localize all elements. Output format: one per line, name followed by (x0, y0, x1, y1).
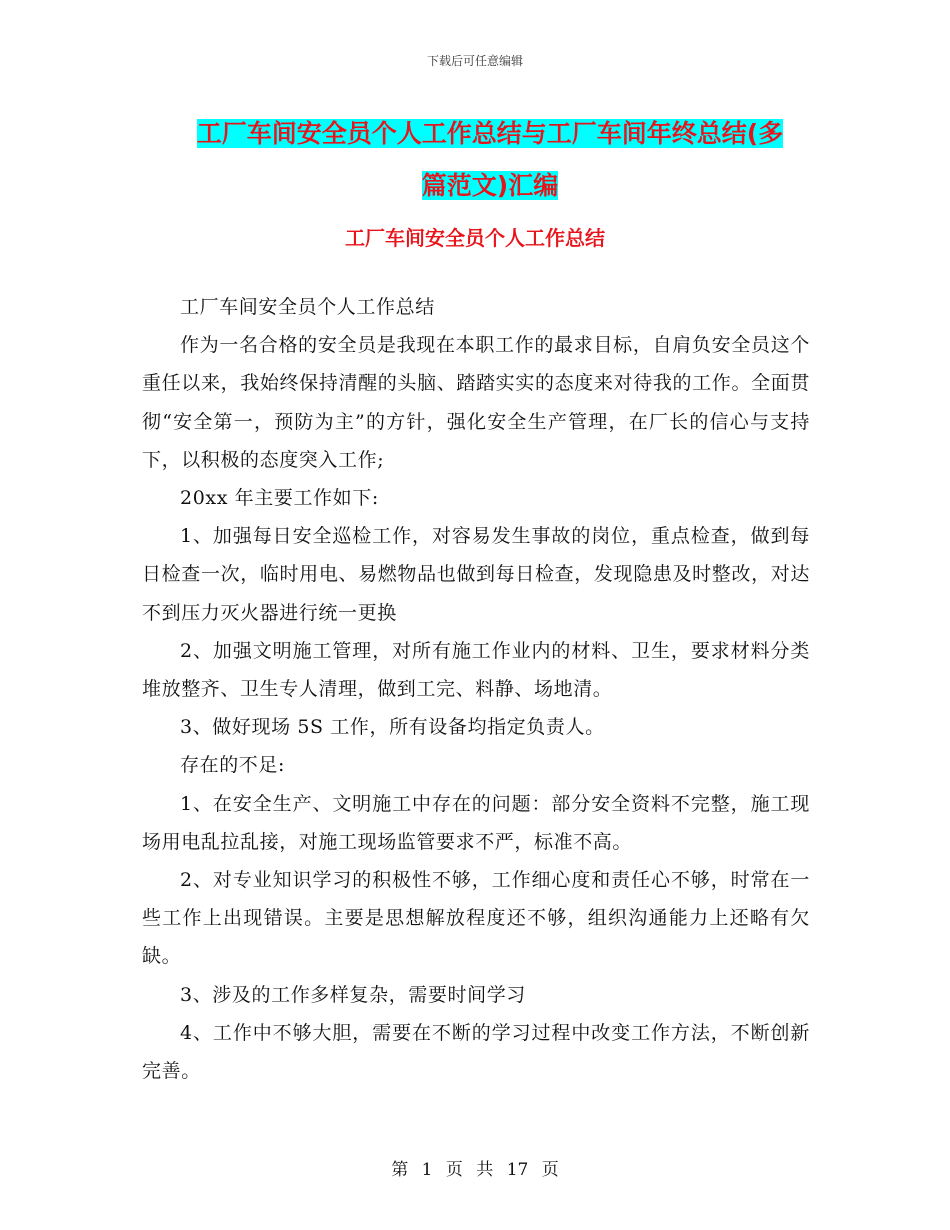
paragraph: 2、加强文明施工管理，对所有施工作业内的材料、卫生，要求材料分类堆放整齐、卫生专人清理，做到工完、料静、场地清。 (142, 639, 810, 701)
document-body (142, 288, 810, 1090)
document-title (140, 108, 840, 212)
paragraph: 1、在安全生产、文明施工中存在的问题：部分安全资料不完整，施工现场用电乱拉乱接，对施工现场监管要求不严，标准不高。 (142, 792, 810, 853)
section-title: 工厂车间安全员个人工作总结 (345, 226, 605, 250)
paragraph: 存在的不足: (180, 754, 286, 777)
header-note: 下载后可任意编辑 (426, 54, 523, 68)
paragraph: 3、涉及的工作多样复杂，需要时间学习 (180, 983, 526, 1006)
page-number-footer: 第 1 页 共 17 页 (391, 1160, 559, 1180)
paragraph: 2、对专业知识学习的积极性不够，工作细心度和责任心不够，时常在一些工作上出现错误。主要是思想解放程度还不够，组织沟通能力上还略有欠缺。 (142, 869, 810, 968)
paragraph: 工厂车间安全员个人工作总结 (180, 296, 435, 318)
paragraph: 3、做好现场 5S 工作，所有设备均指定负责人。 (180, 716, 605, 739)
paragraph: 作为一名合格的安全员是我现在本职工作的最求目标，自肩负安全员这个重任以来，我始终保持清醒的头脑、踏踏实实的态度来对待我的工作。全面贯彻“安全第一，预防为主”的方针，强化安全生产管理，在厂长的信心与支持下，以积极的态度突入工作; (142, 334, 810, 471)
paragraph: 4、工作中不够大胆，需要在不断的学习过程中改变工作方法，不断创新完善。 (142, 1021, 810, 1083)
document-title-line-1: 工厂车间安全员个人工作总结与工厂车间年终总结(多 (196, 119, 784, 148)
paragraph: 1、加强每日安全巡检工作，对容易发生事故的岗位，重点检查，做到每日检查一次，临时用电、易燃物品也做到每日检查，发现隐患及时整改，对达不到压力灭火器进行统一更换 (142, 525, 810, 624)
document-title-line-2: 篇范文)汇编 (421, 171, 559, 200)
paragraph: 20xx 年主要工作如下: (180, 487, 379, 510)
